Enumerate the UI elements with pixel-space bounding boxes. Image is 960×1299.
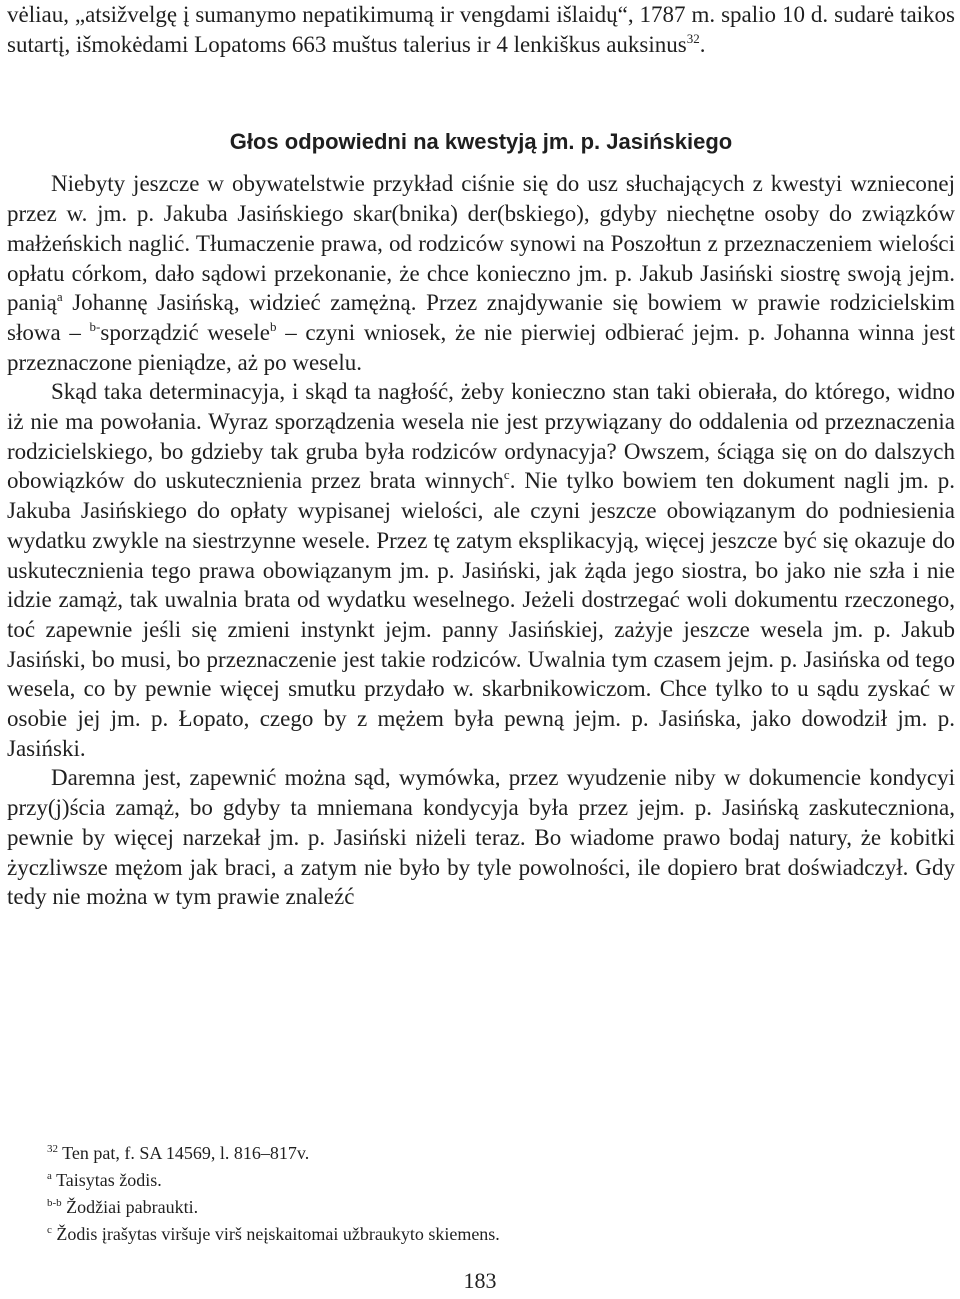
footnote-text: Žodis įrašytas viršuje virš neįskaitomai užbraukyto skiemens. [51,1224,500,1244]
footnote-ref-b-open: b- [89,318,101,334]
paragraph-2-part2: . Nie tylko bowiem ten dokument nagli jm. p. Jakuba Jasińskiego do opłaty wypisanej wielości, ale czyni jeszcze obowiązanym do podniesienia wydatku zwykle na siestrzynne wesele. Przez tę zatym eksplikacyją, więcej jeszcze być się okazuje do uskutecznienia tego prawa obowiązanym jm. p. Jasiński, jak żąda jego siostra, bo jako nie szła i nie idzie zamąż, tak uwalnia brata od wydatku weselnego. Jeżeli dostrzegać woli dokumentu rzeczonego, toć zapewnie jeśli się zmieni instynkt jejm. panny Jasińskiej, zażyje jeszcze wesela jm. p. Jakub Jasiński, bo musi, bo przeznaczenie jest takie rodziców. Uwalnia tym czasem jejm. p. Jasińska od tego wesela, co by pewnie więcej smutku przydało w. skarbnikowiczom. Chce tylko to u sądu zyskać w osobie jej jm. p. Łopato, czego by z mężem była pewną jejm. p. Jasińska, jako dowodził jm. p. Jasiński. [7,468,955,761]
footnote-c [47,1221,927,1248]
section-heading: Głos odpowiedni na kwestyją jm. p. Jasińskiego [229,129,733,155]
footnote-text: Ten pat, f. SA 14569, l. 816–817v. [58,1143,310,1163]
paragraph-1-part4: – czyni wniosek, że nie pierwiej odbierać jejm. p. Johanna winna jest przeznaczone pieniądze, aż po weselu. [7,319,955,375]
paragraph-1-part2: Johannę Jasińską, widzieć zamężną. Przez znajdywanie się bowiem w prawie rodzicielskim słowa – [7,290,955,345]
paragraph-3: Daremna jest, zapewnić można sąd, wymówka, przez wyudzenie niby w dokumencie kondycyi przy(j)ścia zamąż, bo gdyby ta mniemana kondycyja była przez jejm. p. Jasińską zaskuteczniona, pewnie by więcej narzekał jm. p. Jasiński niżeli teraz. Bo wiadome prawo bodaj natury, że kobitki życzliwsze mężom jak braci, a zatym nie było by tyle powolności, ile dopiero brat doświadczył. Gdy tedy nie można w tym prawie znaleźć [7,765,955,910]
paragraph-2 [7,377,955,763]
footnote-ref-b-close: b [270,318,277,334]
page-number: 183 [463,1268,497,1293]
footnote-mark: 32 [47,1143,58,1155]
footnote-text: Taisytas žodis. [51,1170,162,1190]
footnote-mark: a [47,1170,52,1182]
footnote-ref-32: 32 [686,30,700,46]
footnote-text: Žodžiai pabraukti. [61,1197,199,1217]
paragraph-2-part1: Skąd taka determinacyja, i skąd ta nagłość, żeby konieczno stan taki obierała, do którego, widno iż nie ma powołania. Wyraz sporządzenia wesela nie jest przywiązany do oddalenia od przeznaczenia rodzicielskiego, bo gdzieby tak gruba była rodziców ordynacyja? Owszem, ściąga się on do dalszych obowiązków do uskutecznienia przez brata winnych [7,379,955,494]
top-paragraph-text: vėliau, „atsižvelgę į sumanymo nepatikimumą ir vengdami išlaidų“, 1787 m. spalio 10 d. sudarė taikos sutartį, išmokėdami Lopatoms 663 muštus talerius ir 4 lenkiškus auksinus [7,2,955,57]
paragraph-1-part1: Niebyty jeszcze w obywatelstwie przykład ciśnie się do usz słuchających z kwestyi wznieconej przez w. jm. p. Jakuba Jasińskiego skar(bnika) der(bskiego), gdyby niechętne osoby do związków małżeńskich naglić. Tłumaczenie prawa, od rodziców synowi na Poszołtun z przeznaczeniem wielości opłatu córkom, dało sądowi przekonanie, że chce konieczno jm. p. Jakub Jasiński siostrę swoją jejm. panią [7,171,955,316]
main-text [7,0,955,912]
footnote-mark: b-b [47,1197,62,1209]
paragraph-1-part3: sporządzić wesele [100,319,270,345]
footnote-32 [47,1140,927,1167]
footnotes [47,1140,927,1248]
top-paragraph-tail: . [699,31,706,57]
footnote-a [47,1167,927,1194]
footnote-b-b [47,1194,927,1221]
footnote-mark: c [47,1224,52,1236]
top-paragraph [7,0,955,59]
footnote-ref-c: c [503,467,510,483]
footnote-ref-a: a [56,289,63,305]
paragraph-1 [7,169,955,377]
